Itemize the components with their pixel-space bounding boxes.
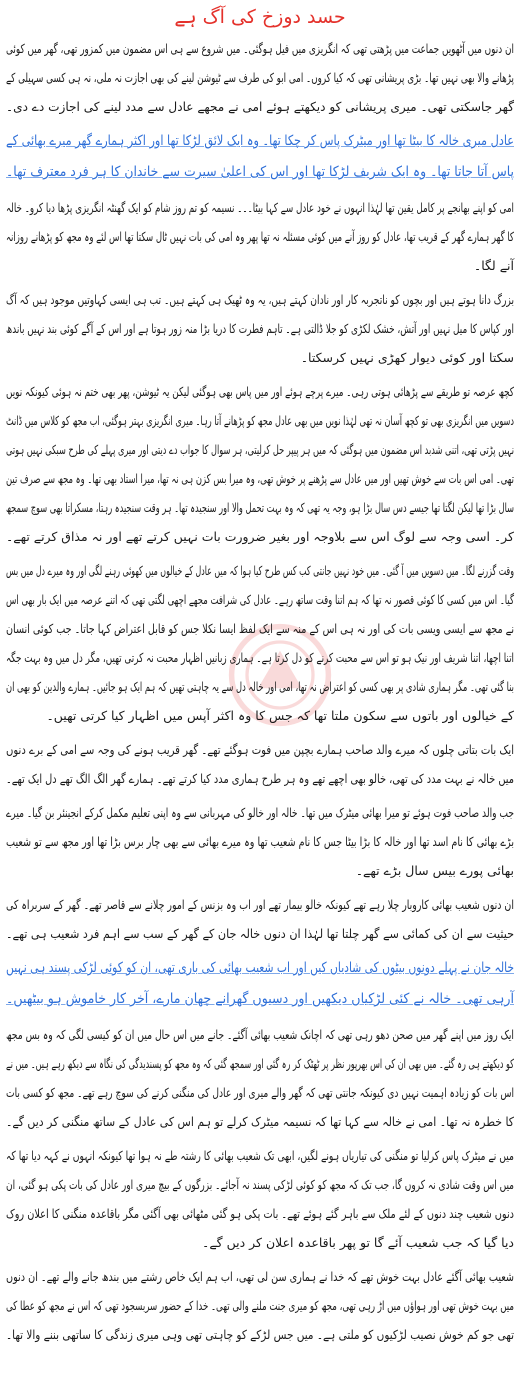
paragraph-line: ایک روز میں اپنے گھر میں صحن دھو رہی تھی کہ اچانک شعیب بھائی آگئے۔ جانے میں اس حال میں ان کو کیسی لگی کہ وہ بس مجھ bbox=[5, 1027, 515, 1042]
story-paragraph bbox=[6, 34, 514, 121]
story-paragraph bbox=[6, 798, 514, 885]
paragraph-line: تھی۔ امی اس بات سے خوش تھیں اور میں عادل سے پڑھنے پر خوش تھی، وہ میرا بس کزن ہی نہ تھا، میرا استاد بھی تھا۔ وہ مجھ سے صرف تین bbox=[6, 471, 514, 486]
paragraph-line: ان دنوں شعیب بھائی کاروبار چلا رہے تھے کیونکہ خالو بیمار تھے اور اب وہ بزنس کے امور چلانے سے قاصر تھے۔ گھر کے سربراہ کی bbox=[5, 897, 515, 912]
story-title: حسد دوزخ کی آگ ہے bbox=[174, 6, 346, 28]
paragraph-line: وقت گزرنے لگا۔ میں دسویں میں آ گئی۔ میں خود نہیں جانتی کب کس طرح کیا ہوا کہ میں عادل کے خیالوں میں کھوئی رہنے لگی اور وہ میرے دل میں بس bbox=[6, 563, 514, 578]
paragraph-line: حیثیت سے ان کی کمائی سے گھر چلتا تھا لہٰذا ان دنوں خالہ جان کے گھر کے سب سے اہم فرد شعیب ہی تھے۔ bbox=[5, 926, 514, 941]
story-body bbox=[0, 34, 520, 1349]
highlighted-line: عادل میری خالہ کا بیٹا تھا اور میٹرک پاس کر چکا تھا۔ وہ ایک لائق لڑکا تھا اور اکثر ہمارے گھر میرے بھائی کے bbox=[6, 133, 515, 149]
paragraph-line: اتنا اچھا، اتنا شریف اور نیک ہو تو اس سے محبت کرنے کو دل کرتا ہے۔ ہماری زبانیں اظہار محبت نہ کرتی تھیں، مگر دل میں وہ بہت جگہ bbox=[5, 650, 514, 665]
story-paragraph bbox=[6, 1020, 514, 1136]
story-paragraph bbox=[6, 890, 514, 948]
story-paragraph bbox=[6, 377, 514, 551]
paragraph-line: امی کو اپنے بھانجے پر کامل یقین تھا لہٰذا انہوں نے خود عادل سے کہا بیٹا۔۔۔ نسیمہ کو تم روز شام کو ایک گھنٹہ انگریزی پڑھا دیا کرو۔ خالہ bbox=[6, 200, 515, 215]
paragraph-line: میں اس وقت شادی نہ کروں گا، جب تک کہ مجھ کو کوئی لڑکی پسند نہ آجائے۔ بزرگوں کے بیچ میری اور عادل کی بات پکی ہو گئی، ان bbox=[6, 1177, 514, 1192]
story-paragraph bbox=[6, 1141, 514, 1257]
paragraph-line: سال بڑا تھا لیکن لگتا تھا جیسے دس سال بڑا ہو، وجہ یہ تھی کہ وہ بہت تحمل والا اور سنجیدہ تھا۔ ہر وقت سنجیدہ رہتا، مسکراتا بھی سوچ سمجھ bbox=[5, 500, 514, 515]
paragraph-line: گھر جاسکتی تھی۔ میری پریشانی کو دیکھتے ہوئے امی نے مجھے عادل سے مدد لینے کی اجازت دے دی۔ bbox=[6, 99, 515, 114]
paragraph-line: کو دیکھتے ہی رہ گئے۔ میں بھی ان کی اس بھرپور نظر پر ٹھٹک کر رہ گئی اور سمجھ گئی کہ وہ مجھ کو پسندیدگی کی نگاہ سے دیکھ رہے ہیں۔ میں نے bbox=[6, 1056, 514, 1071]
paragraph-line: بڑے بھائی کا نام اسد تھا اور خالہ کا بڑا بیٹا جس کا نام شعیب تھا وہ میرے بھائی سے بھی چار برس بڑا تھا اور مجھ سے تو شعیب bbox=[6, 834, 514, 849]
paragraph-line: نہیں پڑتی تھی، اتنی شدبد اس مضمون میں ہوگئی کہ میں ہر پیپر حل کرلیتی، ہر سوال کا جواب دے دیتی اور میری پہلے کی طرح سبکی نہیں ہوتی bbox=[5, 442, 514, 457]
story-paragraph bbox=[6, 193, 514, 280]
highlighted-paragraph bbox=[6, 126, 514, 188]
paragraph-line: میں نے میٹرک پاس کرلیا تو منگنی کی تیاریاں ہونے لگیں، ابھی تک شعیب بھائی کا رشتہ طے نہ ہوا تھا کیونکہ انہوں نے کہہ دیا تھا کہ bbox=[5, 1148, 514, 1163]
highlighted-line: آرہی تھی۔ خالہ نے کئی لڑکیاں دیکھیں اور دسیوں گھرانے چھان مارے، آخر کار خاموش ہو بیٹھیں۔ bbox=[6, 991, 514, 1007]
paragraph-line: جب والد صاحب فوت ہوئے تو میرا بھائی میٹرک میں تھا۔ خالہ اور خالو کی مہربانی سے وہ اپنی تعلیم مکمل کرکے انجینئر بن گیا۔ میرے bbox=[5, 805, 515, 820]
paragraph-line: دیا گیا کہ جب شعیب آئے گا تو پھر باقاعدہ اعلان کر دیں گے۔ bbox=[202, 1235, 514, 1250]
paragraph-line: ایک بات بتاتی چلوں کہ میرے والد صاحب ہمارے بچپن میں فوت ہوگئے تھے۔ گھر قریب ہونے کی وجہ سے امی کے برے دنوں bbox=[5, 742, 515, 757]
paragraph-line: سکتا اور کوئی دیوار کھڑی نہیں کرسکتا۔ bbox=[300, 350, 514, 365]
highlighted-line: پاس آتا جاتا تھا۔ وہ ایک شریف لڑکا تھا اور اس کی اعلیٰ سیرت سے خاندان کا ہر فرد معترف تھا۔ bbox=[6, 164, 514, 180]
story-paragraph bbox=[6, 735, 514, 793]
paragraph-line: اس بات کو زیادہ اہمیت نہیں دی کیونکہ جانتی تھی کہ گھر والے میری اور عادل کی منگنی کرنے کی سوچ رہے تھے۔ مجھ کو کسی بات bbox=[5, 1085, 514, 1100]
paragraph-line: ان دنوں میں آٹھویں جماعت میں پڑھتی تھی کہ انگریزی میں فیل ہوگئی۔ میں شروع سے ہی اس مضمون میں کمزور تھی، گھر میں کوئی bbox=[5, 41, 514, 56]
paragraph-line: اور کپاس کا میل نہیں اور آتش، خشک لکڑی کو جلا ڈالتی ہے۔ تاہم فطرت کا دریا بڑا منہ زور ہوتا ہے اور اس کے آگے کوئی بند نہیں باندھ bbox=[6, 321, 515, 336]
paragraph-line: بزرگ دانا ہوتے ہیں اور بچوں کو ناتجربہ کار اور نادان کہتے ہیں، یہ وہ ٹھیک ہی کہتے ہیں۔ تب ہی ایسی کہاوتیں موجود ہیں کہ آگ bbox=[5, 292, 514, 307]
paragraph-line: نے مجھ سے ایسی ویسی بات کی اور نہ ہی اس کے منہ سے ایک لفظ ایسا نکلا جس کو قابل اعتراض کہا جاتا۔ جب کوئی انسان bbox=[5, 621, 514, 636]
paragraph-line: بنا گئی تھی۔ مگر ہماری شادی پر بھی کسی کو اعتراض نہ تھا، امی اور خالہ دل سے یہ چاہتی تھیں کہ ہم ایک ہو جائیں۔ ہمارے والدین کو بھی ان bbox=[5, 679, 514, 694]
paragraph-line: تھی جو کم خوش نصیب لڑکیوں کو ملتی ہے۔ میں جس لڑکے کو چاہتی تھی وہی میری زندگی کا ساتھی بننے والا تھا۔ bbox=[5, 1327, 514, 1342]
paragraph-line: کا گھر ہمارے گھر کے قریب تھا، عادل کو روز آنے میں کوئی مسئلہ نہ تھا پھر وہ امی کی بات نہیں ٹال سکتا تھا اس لئے وہ مجھ کو پڑھانے روزانہ bbox=[5, 229, 515, 244]
paragraph-line: کچھ عرصہ تو طریقے سے پڑھائی ہوتی رہی۔ میرے پرچے ہوئے اور میں پاس بھی ہوگئی لیکن یہ ٹیوشن، پھر بھی ختم نہ ہوئی کیونکہ نویں bbox=[5, 384, 514, 399]
paragraph-line: گیا۔ اس میں کسی کا کوئی قصور نہ تھا کہ ہم اتنا وقت ساتھ رہے۔ عادل کی شرافت مجھے اچھی لگتی تھی کہ اتنے عرصہ میں ایک بار بھی اس bbox=[6, 592, 514, 607]
story-paragraph bbox=[6, 285, 514, 372]
paragraph-line: کے خیالوں اور باتوں سے سکون ملتا تھا کہ جس کا وہ اکثر آپس میں اظہار کیا کرتی تھیں۔ bbox=[46, 708, 514, 723]
paragraph-line: بھائی پورے بیس سال بڑے تھے۔ bbox=[355, 863, 514, 878]
highlighted-paragraph bbox=[6, 953, 514, 1015]
paragraph-line: شعیب بھائی آگئے عادل بہت خوش تھے کہ خدا نے ہماری سن لی تھی، اب ہم ایک خاص رشتے میں بندھ جانے والے تھے۔ ان دنوں bbox=[5, 1269, 514, 1284]
paragraph-line: میں خالہ نے بہت مدد کی تھی، خالو بھی اچھے تھے وہ ہر طرح ہماری مدد کیا کرتے تھے۔ ہمارے گھر الگ الگ تھے دل ایک تھے۔ bbox=[5, 771, 515, 786]
paragraph-line: دسویں میں انگریزی بھی تو کچھ آسان نہ تھی لہٰذا نویں میں بھی عادل مجھ کو پڑھانے آتا رہا۔ میری انگریزی بہتر ہوگئی، اب مجھ کو کلاس میں ڈانٹ bbox=[6, 413, 514, 428]
story-paragraph bbox=[6, 556, 514, 730]
paragraph-line: آنے لگا۔ bbox=[473, 258, 514, 273]
paragraph-line: دنوں شعیب چند دنوں کے لئے ملک سے باہر گئے ہوئے تھے۔ بات پکی ہو گئی مٹھائی بھی آگئی مگر باقاعدہ منگنی کا اعلان روک bbox=[6, 1206, 514, 1221]
paragraph-line: کا خطرہ نہ تھا۔ امی نے خالہ سے کہا تھا کہ نسیمہ میٹرک کرلے تو ہم اس کی عادل کے ساتھ منگنی کر دیں گے۔ bbox=[5, 1114, 514, 1129]
paragraph-line: پڑھانے والا بھی نہیں تھا۔ بڑی پریشانی تھی کہ کیا کروں۔ امی ابو کی طرف سے ٹیوشن لینے کی بھی اجازت نہ ملی، نہ ہی کسی سہیلی کے bbox=[5, 70, 514, 85]
paragraph-line: میں بہت خوش تھی اور ہواؤں میں اڑ رہی تھی، مجھ کو میری جنت ملنے والی تھی۔ خدا کے حضور سربسجود تھی کہ اس نے مجھ کو عطا کی bbox=[5, 1298, 514, 1313]
paragraph-line: کر۔ اسی وجہ سے لوگ اس سے بلاوجہ اور بغیر ضرورت بات نہیں کرتے تھے اور نہ مذاق کرتے تھے۔ bbox=[5, 529, 515, 544]
story-paragraph bbox=[6, 1262, 514, 1349]
highlighted-line: خالہ جان نے پہلے دونوں بیٹوں کی شادیاں کیں اور اب شعیب بھائی کی باری تھی، ان کو کوئی لڑکی پسند ہی نہیں bbox=[6, 960, 514, 976]
